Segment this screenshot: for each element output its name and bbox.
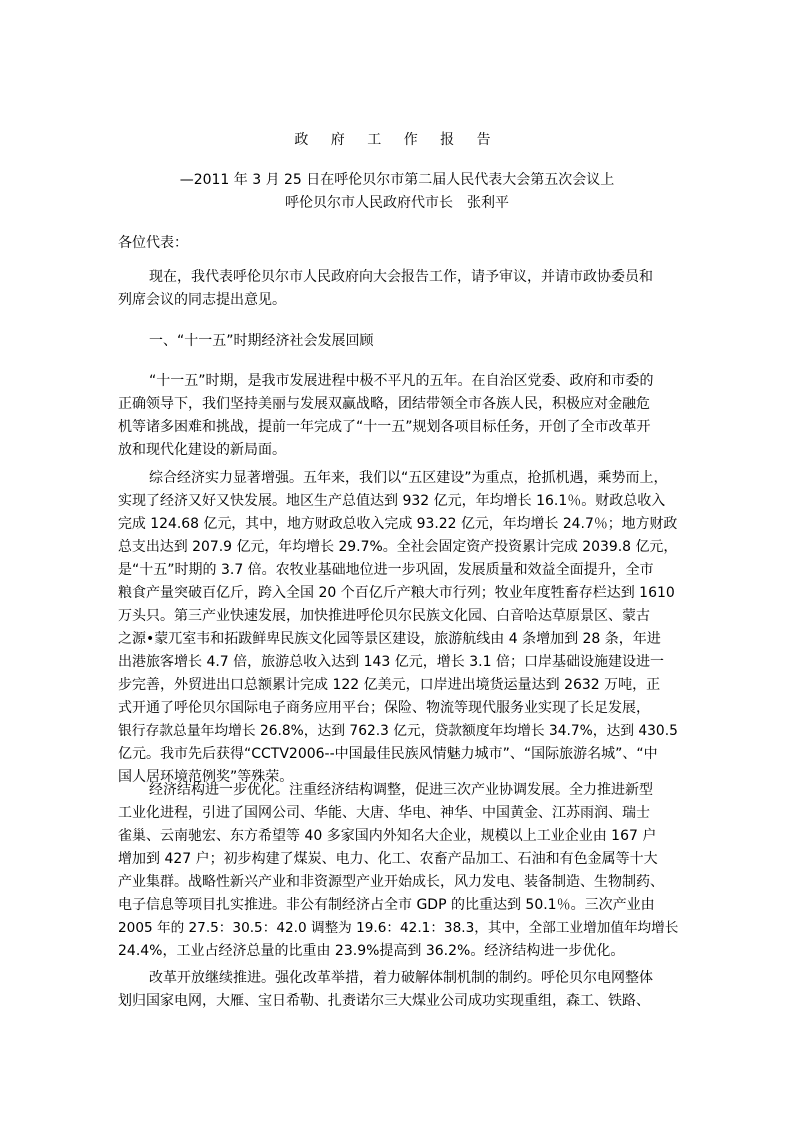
paragraph-economic-structure: [118, 779, 678, 963]
paragraph-overview: [118, 370, 678, 462]
text-line: 完成 124.68 亿元，其中，地方财政总收入完成 93.22 亿元，年均增长 24.7％；地方财政: [118, 516, 678, 532]
text-line: 工业化进程，引进了国网公司、华能、大唐、华电、神华、中国黄金、江苏雨润、瑞士: [118, 805, 650, 821]
text-line: 式开通了呼伦贝尔国际电子商务应用平台；保险、物流等现代服务业实现了长足发展，: [118, 700, 650, 716]
text-line: 2005 年的 27.5：30.5：42.0 调整为 19.6：42.1：38.3，其中，全部工业增加值年均增长: [118, 920, 679, 936]
text-line: 电子信息等项目扎实推进。非公有制经济占全市 GDP 的比重达到 50.1％。三次产业由: [118, 897, 655, 913]
document-subtitle-speaker: 呼伦贝尔市人民政府代市长 张利平: [285, 195, 509, 211]
text-line: 雀巢、云南驰宏、东方希望等 40 多家国内外知名大企业，规模以上工业企业由 167 户: [118, 828, 657, 844]
text-line: 现在，我代表呼伦贝尔市人民政府向大会报告工作，请予审议，并请市政协委员和: [149, 269, 653, 285]
text-line: 划归国家电网，大雁、宝日希勒、扎赉诺尔三大煤业公司成功实现重组，森工、铁路、: [118, 993, 650, 1009]
text-line: 实现了经济又好又快发展。地区生产总值达到 932 亿元，年均增长 16.1％。财政总收入: [118, 493, 666, 509]
text-line: 亿元。我市先后获得“CCTV2006--中国最佳民族风情魅力城市”、“国际旅游名城”、“中: [118, 746, 658, 762]
text-line: 步完善，外贸进出口总额累计完成 122 亿美元，口岸进出境货运量达到 2632 万吨，正: [118, 677, 661, 693]
text-line: 万头只。第三产业快速发展，加快推进呼伦贝尔民族文化园、白音哈达草原景区、蒙古: [118, 608, 650, 624]
paragraph-economic-strength: [118, 467, 678, 789]
text-line: 产业集群。战略性新兴产业和非资源型产业开始成长，风力发电、装备制造、生物制药、: [118, 874, 664, 890]
section-heading: [118, 330, 678, 353]
text-line: 放和现代化建设的新局面。: [118, 442, 286, 458]
text-line: 之源•蒙兀室韦和拓跋鲜卑民族文化园等景区建设，旅游航线由 4 条增加到 28 条，年进: [118, 631, 661, 647]
text-line: 列席会议的同志提出意见。: [118, 292, 286, 308]
text-line: 24.4%，工业占经济总量的比重由 23.9%提高到 36.2%。经济结构进一步优化。: [118, 943, 625, 959]
text-line: 正确领导下，我们坚持美丽与发展双赢战略，团结带领全市各族人民，积极应对金融危: [118, 396, 650, 412]
text-line: 增加到 427 户；初步构建了煤炭、电力、化工、农畜产品加工、石油和有色金属等十大: [118, 851, 658, 867]
paragraph-intro: [118, 266, 678, 312]
paragraph-reform-opening: [118, 967, 678, 1013]
text-line: 国人居环境范例奖”等殊荣。: [118, 769, 294, 785]
text-line: 是“十五”时期的 3.7 倍。农牧业基础地位进一步巩固，发展质量和效益全面提升，全市: [118, 562, 654, 578]
text-line: “十一五”时期，是我市发展进程中极不平凡的五年。在自治区党委、政府和市委的: [149, 373, 654, 389]
text-line: 出港旅客增长 4.7 倍，旅游总收入达到 143 亿元，增长 3.1 倍；口岸基础设施建设进一: [118, 654, 664, 670]
text-line: 经济结构进一步优化。注重经济结构调整，促进三次产业协调发展。全力推进新型: [149, 782, 653, 798]
text-line: 总支出达到 207.9 亿元，年均增长 29.7%。全社会固定资产投资累计完成 2039.8 亿元，: [118, 539, 678, 555]
text-line: 银行存款总量年均增长 26.8%，达到 762.3 亿元，贷款额度年均增长 34.7%，达到 430.5: [118, 723, 678, 739]
text-line: 一、“十一五”时期经济社会发展回顾: [149, 333, 374, 349]
salutation: 各位代表：: [118, 235, 188, 251]
text-line: 综合经济实力显著增强。五年来，我们以“五区建设”为重点，抢抓机遇，乘势而上，: [149, 470, 668, 486]
document-subtitle-occasion: —2011 年 3 月 25 日在呼伦贝尔市第二届人民代表大会第五次会议上: [179, 172, 615, 188]
text-line: 粮食产量突破百亿斤，跨入全国 20 个百亿斤产粮大市行列；牧业年度牲畜存栏达到 1610: [118, 585, 675, 601]
text-line: 改革开放继续推进。强化改革举措，着力破解体制机制的制约。呼伦贝尔电网整体: [149, 970, 653, 986]
document-title: 政 府 工 作 报 告: [294, 132, 500, 148]
text-line: 机等诸多困难和挑战，提前一年完成了“十一五”规划各项目标任务，开创了全市改革开: [118, 419, 651, 435]
